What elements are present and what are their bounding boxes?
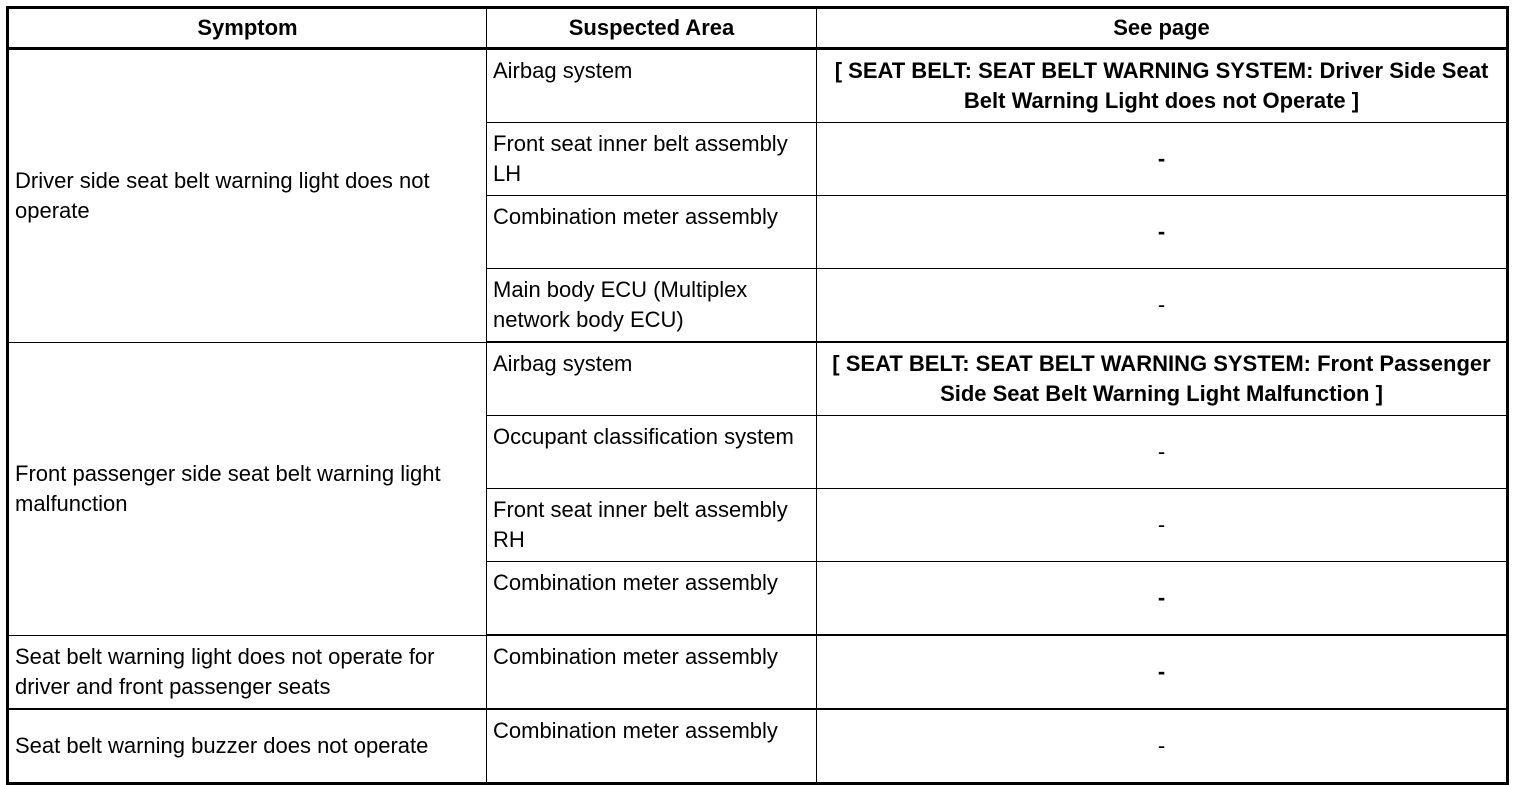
see-page-link[interactable]: [ SEAT BELT: SEAT BELT WARNING SYSTEM: Front Passenger Side Seat Belt Warning Light Malfunction ]	[817, 342, 1508, 416]
suspected-area-cell: Combination meter assembly	[487, 709, 817, 784]
table-row	[8, 342, 1508, 416]
table-header-row	[8, 8, 1508, 49]
see-page-cell: -	[817, 489, 1508, 562]
table-row	[8, 49, 1508, 123]
see-page-cell: -	[817, 562, 1508, 636]
symptom-cell: Seat belt warning light does not operate for driver and front passenger seats	[8, 635, 487, 709]
suspected-area-cell: Front seat inner belt assembly RH	[487, 489, 817, 562]
see-page-link[interactable]: [ SEAT BELT: SEAT BELT WARNING SYSTEM: Driver Side Seat Belt Warning Light does not Operate ]	[817, 49, 1508, 123]
table-row	[8, 635, 1508, 709]
header-symptom: Symptom	[8, 8, 487, 49]
see-page-cell: -	[817, 196, 1508, 269]
symptom-cell: Seat belt warning buzzer does not operate	[8, 709, 487, 784]
table-row	[8, 709, 1508, 784]
troubleshooting-table	[6, 6, 1509, 785]
see-page-cell: -	[817, 709, 1508, 784]
header-suspected-area: Suspected Area	[487, 8, 817, 49]
suspected-area-cell: Front seat inner belt assembly LH	[487, 123, 817, 196]
header-see-page: See page	[817, 8, 1508, 49]
suspected-area-cell: Combination meter assembly	[487, 635, 817, 709]
suspected-area-cell: Occupant classification system	[487, 416, 817, 489]
symptom-cell: Driver side seat belt warning light does not operate	[8, 49, 487, 343]
see-page-cell: -	[817, 123, 1508, 196]
see-page-cell: -	[817, 416, 1508, 489]
troubleshooting-table-container	[6, 6, 1509, 785]
suspected-area-cell: Airbag system	[487, 342, 817, 416]
suspected-area-cell: Main body ECU (Multiplex network body ECU)	[487, 269, 817, 343]
symptom-cell: Front passenger side seat belt warning light malfunction	[8, 342, 487, 635]
suspected-area-cell: Airbag system	[487, 49, 817, 123]
suspected-area-cell: Combination meter assembly	[487, 562, 817, 636]
see-page-cell: -	[817, 635, 1508, 709]
see-page-cell: -	[817, 269, 1508, 343]
suspected-area-cell: Combination meter assembly	[487, 196, 817, 269]
